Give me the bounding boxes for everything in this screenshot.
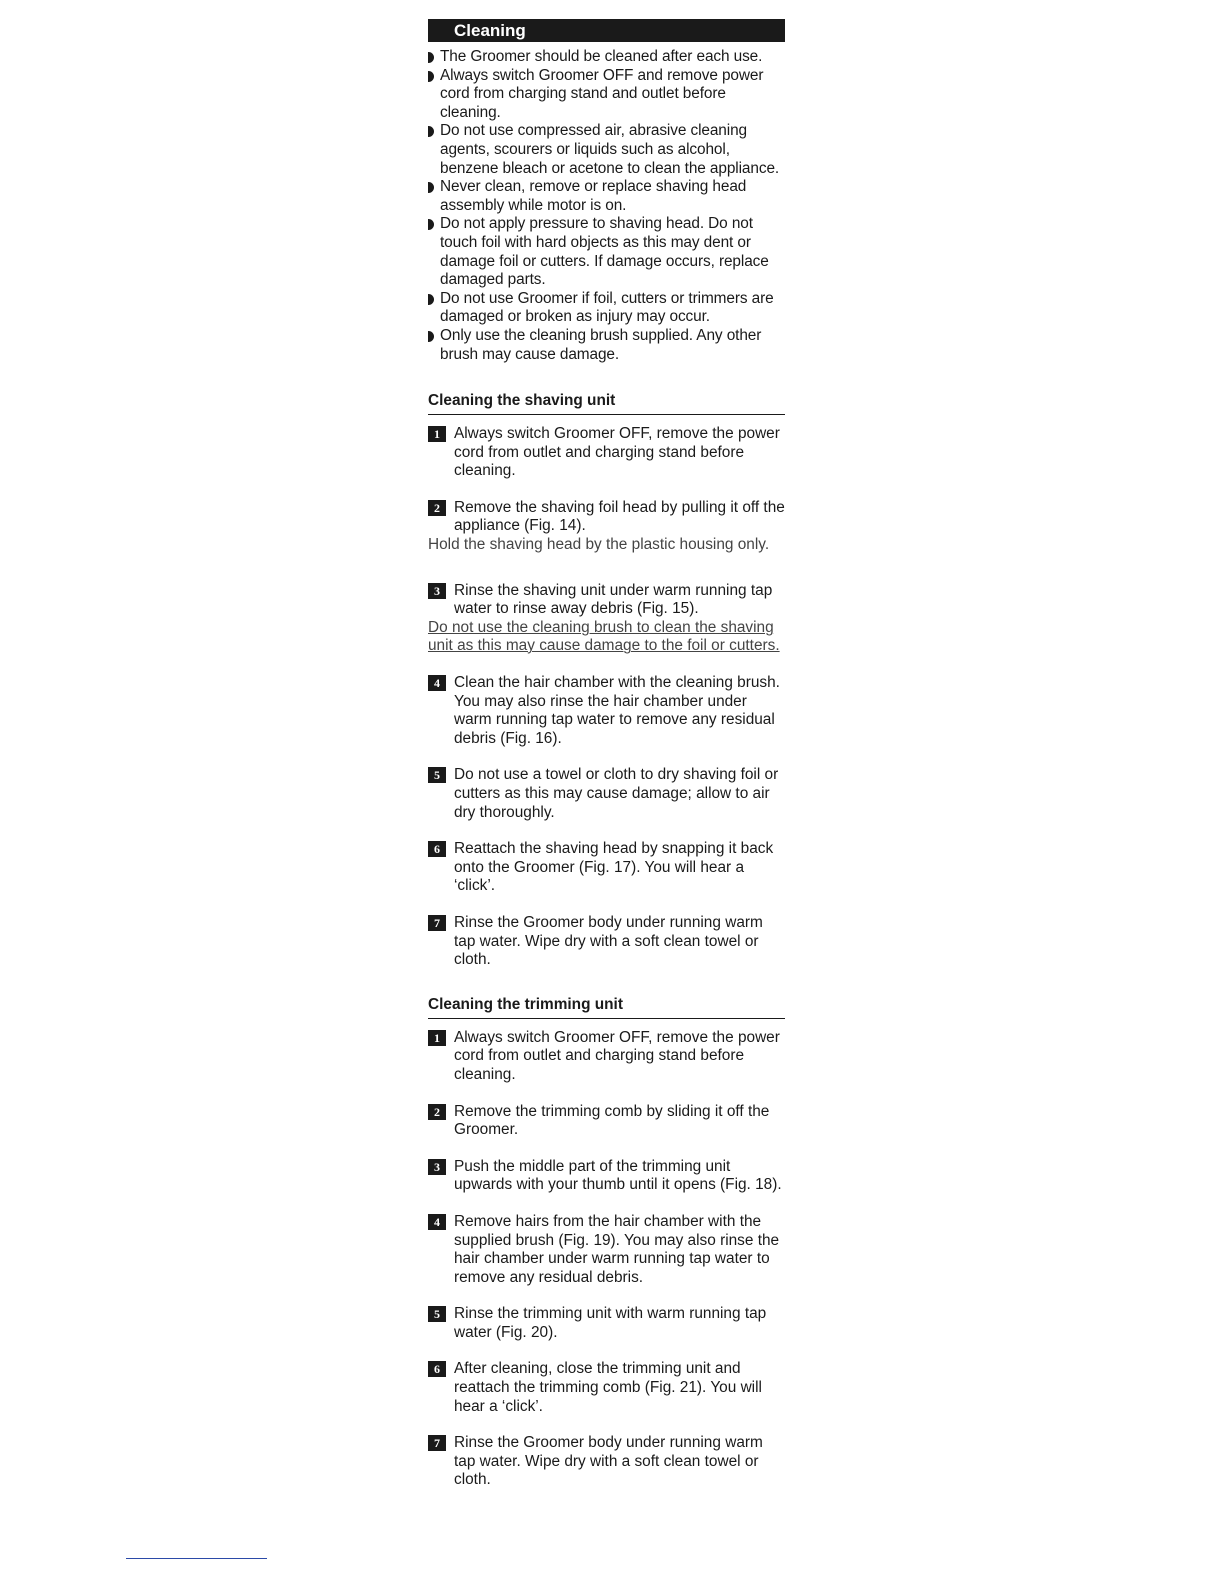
bullet-icon [428,71,434,82]
step-text: Clean the hair chamber with the cleaning brush. You may also rinse the hair chamber under warm running tap water to remove any residual debris (Fig. 16). [454,674,780,747]
warning-item [428,178,785,215]
warning-text: Do not apply pressure to shaving head. Do not touch foil with hard objects as this may dent or damage foil or cutters. If damage occurs, replace damaged parts. [440,215,769,289]
cleaning-column [428,19,785,1490]
bullet-icon [428,219,434,230]
step-text: Push the middle part of the trimming unit upwards with your thumb until it opens (Fig. 18). [454,1157,782,1194]
step-caution-note: Do not use the cleaning brush to clean the shaving unit as this may cause damage to the foil or cutters. [428,618,780,655]
shaving-step-7 [428,914,785,970]
warning-item [428,327,785,364]
cleaning-warnings-list [428,48,785,364]
cleaning-heading: Cleaning [428,19,785,42]
warning-item [428,67,785,123]
step-number-badge: 1 [428,426,446,442]
trimming-step-7 [428,1434,785,1490]
step-text: Always switch Groomer OFF, remove the power cord from outlet and charging stand before cleaning. [454,1028,780,1083]
step-number-badge: 6 [428,841,446,857]
step-note: Hold the shaving head by the plastic housing only. [428,536,770,554]
step-number-badge: 4 [428,675,446,691]
warning-item [428,215,785,289]
shaving-step-3 [428,582,785,619]
bullet-icon [428,52,434,63]
step-text: Rinse the shaving unit under warm running tap water to rinse away debris (Fig. 15). [454,581,773,618]
warning-text: Do not use Groomer if foil, cutters or trimmers are damaged or broken as injury may occur. [440,289,774,326]
step-text: Rinse the Groomer body under running warm tap water. Wipe dry with a soft clean towel or cloth. [454,1434,763,1489]
step-number-badge: 5 [428,767,446,783]
step-number-badge: 5 [428,1306,446,1322]
trimming-step-5 [428,1305,785,1342]
shaving-unit-steps [428,425,785,970]
step-text: Do not use a towel or cloth to dry shaving foil or cutters as this may cause damage; allow to air dry thoroughly. [454,766,779,821]
step-number-badge: 3 [428,1159,446,1175]
step-number-badge: 4 [428,1214,446,1230]
step-number-badge: 2 [428,500,446,516]
warning-text: The Groomer should be cleaned after each use. [440,48,763,65]
step-text: Remove the trimming comb by sliding it off the Groomer. [454,1102,770,1139]
warning-item [428,48,785,67]
trimming-step-4 [428,1213,785,1287]
step-text: Remove the shaving foil head by pulling it off the appliance (Fig. 14). [454,498,785,535]
trimming-step-1 [428,1029,785,1085]
footer-rule [126,1558,267,1559]
step-number-badge: 3 [428,583,446,599]
bullet-icon [428,126,434,137]
step-number-badge: 6 [428,1361,446,1377]
trimming-step-6 [428,1360,785,1416]
shaving-step-6 [428,840,785,896]
trimming-step-3 [428,1158,785,1195]
step-number-badge: 7 [428,1435,446,1451]
bullet-icon [428,294,434,305]
step-text: After cleaning, close the trimming unit and reattach the trimming comb (Fig. 21). You will hear a ‘click’. [454,1360,762,1415]
warning-text: Do not use compressed air, abrasive cleaning agents, scourers or liquids such as alcohol, benzene bleach or acetone to clean the appliance. [440,122,780,177]
warning-text: Only use the cleaning brush supplied. Any other brush may cause damage. [440,326,762,363]
step-text: Reattach the shaving head by snapping it back onto the Groomer (Fig. 17). You will hear a ‘click’. [454,840,774,895]
trimming-step-2 [428,1103,785,1140]
shaving-unit-heading: Cleaning the shaving unit [428,392,785,415]
shaving-step-5 [428,766,785,822]
warning-item [428,290,785,327]
step-number-badge: 7 [428,915,446,931]
step-text: Rinse the Groomer body under running warm tap water. Wipe dry with a soft clean towel or cloth. [454,913,763,969]
step-number-badge: 2 [428,1104,446,1120]
bullet-icon [428,331,434,342]
step-text: Rinse the trimming unit with warm running tap water (Fig. 20). [454,1305,767,1341]
shaving-step-2 [428,499,785,536]
step-number-badge: 1 [428,1030,446,1046]
shaving-step-4 [428,674,785,748]
bullet-icon [428,182,434,193]
step-text: Always switch Groomer OFF, remove the power cord from outlet and charging stand before cleaning. [454,425,780,480]
trimming-unit-steps [428,1029,785,1490]
step-text: Remove hairs from the hair chamber with the supplied brush (Fig. 19). You may also rinse the hair chamber under warm running tap water to remove any residual debris. [454,1212,780,1286]
warning-text: Never clean, remove or replace shaving head assembly while motor is on. [440,178,747,214]
shaving-step-1 [428,425,785,481]
trimming-unit-heading: Cleaning the trimming unit [428,996,785,1019]
warning-item [428,122,785,178]
warning-text: Always switch Groomer OFF and remove power cord from charging stand and outlet before cleaning. [440,66,764,121]
